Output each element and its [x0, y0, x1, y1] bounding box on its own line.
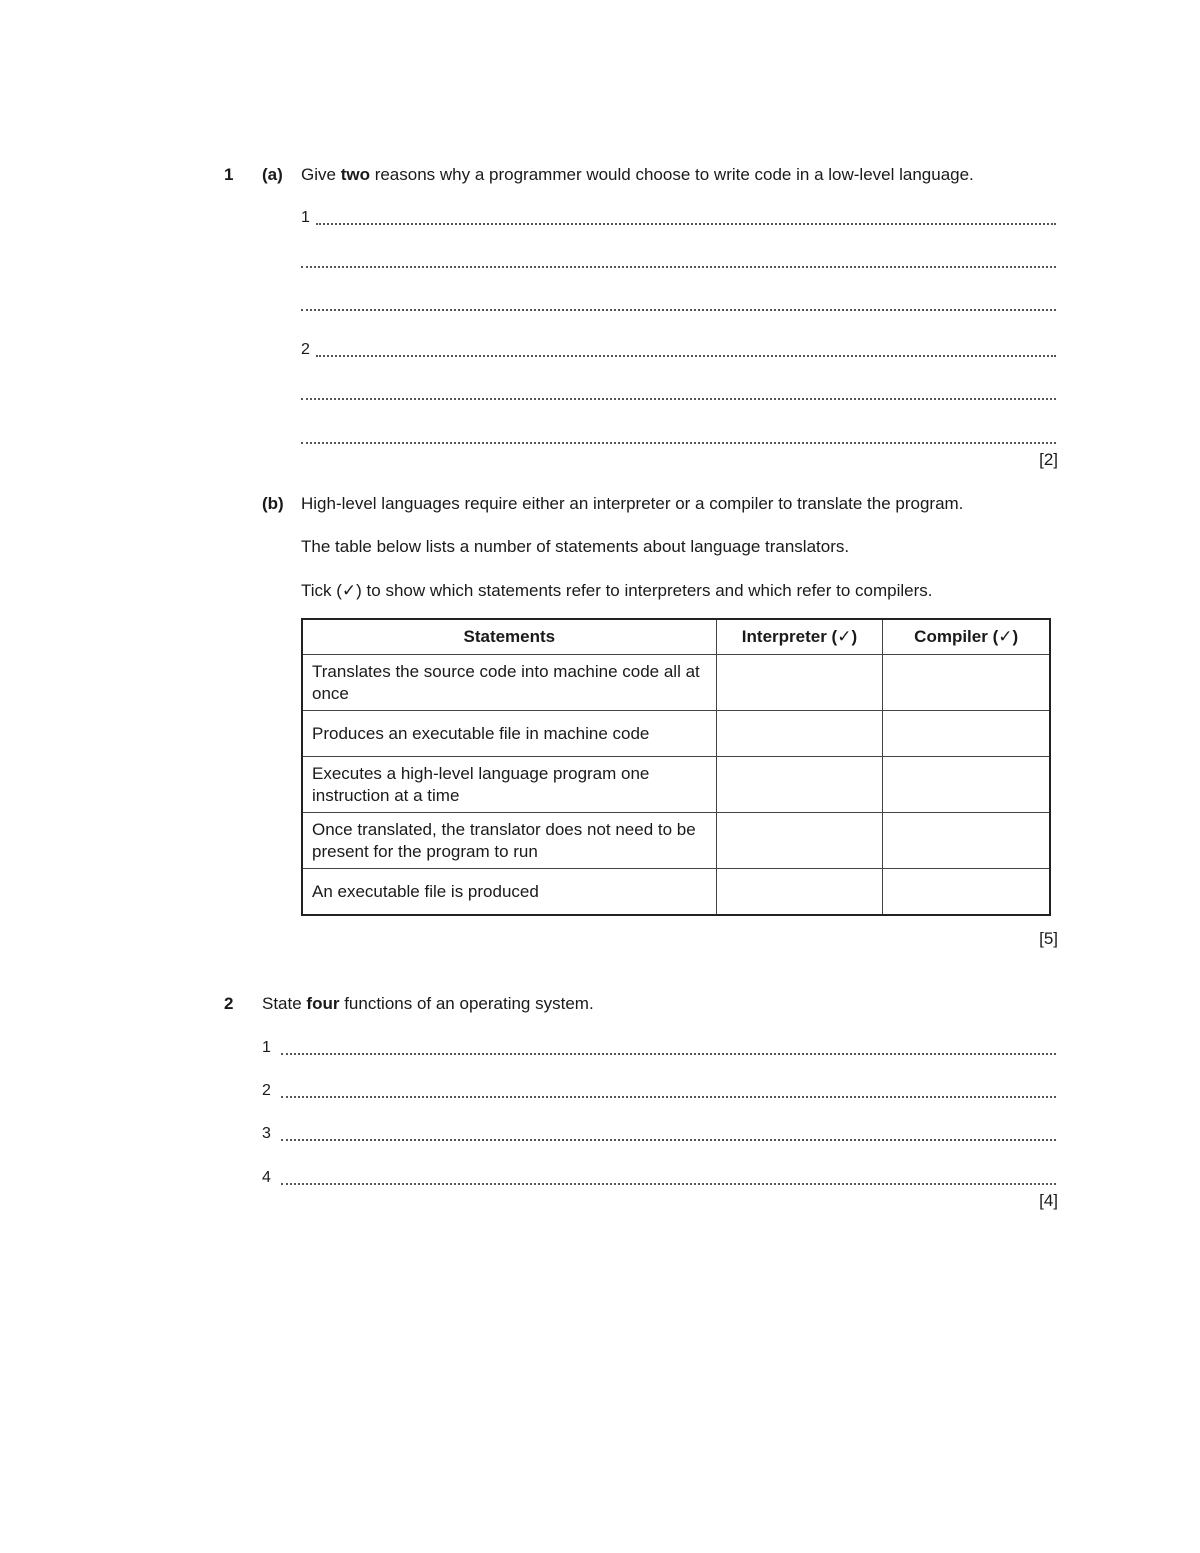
- compiler-tick-cell[interactable]: [883, 757, 1050, 813]
- table-row: [302, 655, 1050, 711]
- answer-label: 2: [262, 1082, 271, 1099]
- question-1b-intro: High-level languages require either an interpreter or a compiler to translate the program.: [301, 494, 964, 513]
- statement-cell: Executes a high-level language program one instruction at a time: [302, 757, 716, 813]
- prompt-emphasis: four: [306, 994, 340, 1013]
- question-1b-label: (b): [262, 494, 284, 513]
- answer-line[interactable]: [281, 1139, 1056, 1141]
- answer-label: 4: [262, 1169, 271, 1186]
- interpreter-tick-cell[interactable]: [716, 711, 883, 757]
- table-row: [302, 757, 1050, 813]
- interpreter-tick-cell[interactable]: [716, 813, 883, 869]
- marks-allocation: [4]: [1039, 1191, 1058, 1210]
- answer-line[interactable]: [281, 1096, 1056, 1098]
- question-1a-prompt: [301, 165, 974, 185]
- prompt-text: functions of an operating system.: [339, 994, 594, 1013]
- question-2-prompt: [262, 994, 594, 1014]
- question-1b-instruction: Tick (✓) to show which statements refer to interpreters and which refer to compilers.: [301, 581, 933, 600]
- answer-line[interactable]: [301, 398, 1056, 400]
- question-1b-info: The table below lists a number of statements about language translators.: [301, 537, 850, 556]
- table-row: [302, 711, 1050, 757]
- answer-line[interactable]: [301, 266, 1056, 268]
- marks-allocation: [5]: [1039, 929, 1058, 948]
- compiler-tick-cell[interactable]: [883, 869, 1050, 916]
- prompt-text: State: [262, 994, 307, 1013]
- answer-label: 3: [262, 1125, 271, 1142]
- answer-line[interactable]: [301, 442, 1056, 444]
- answer-line[interactable]: [281, 1183, 1056, 1185]
- interpreter-tick-cell[interactable]: [716, 655, 883, 711]
- prompt-emphasis: two: [340, 165, 370, 184]
- answer-line[interactable]: [316, 223, 1056, 225]
- column-header-interpreter: Interpreter (✓): [716, 619, 883, 655]
- answer-label: 2: [301, 341, 310, 358]
- translator-table: [301, 618, 1051, 916]
- answer-line[interactable]: [301, 309, 1056, 311]
- statement-cell: Produces an executable file in machine code: [302, 711, 716, 757]
- table-row: [302, 869, 1050, 916]
- statement-cell: An executable file is produced: [302, 869, 716, 916]
- question-1-number: 1: [224, 165, 234, 184]
- table-row: [302, 813, 1050, 869]
- statement-cell: Translates the source code into machine code all at once: [302, 655, 716, 711]
- question-2-number: 2: [224, 994, 234, 1013]
- answer-label: 1: [301, 209, 310, 226]
- prompt-text: Give: [301, 165, 341, 184]
- answer-line[interactable]: [281, 1053, 1056, 1055]
- prompt-text: reasons why a programmer would choose to write code in a low-level language.: [369, 165, 974, 184]
- interpreter-tick-cell[interactable]: [716, 869, 883, 916]
- compiler-tick-cell[interactable]: [883, 655, 1050, 711]
- answer-label: 1: [262, 1039, 271, 1056]
- answer-line[interactable]: [316, 355, 1056, 357]
- compiler-tick-cell[interactable]: [883, 813, 1050, 869]
- column-header-compiler: Compiler (✓): [883, 619, 1050, 655]
- statement-cell: Once translated, the translator does not need to be present for the program to run: [302, 813, 716, 869]
- column-header-statements: Statements: [302, 619, 716, 655]
- marks-allocation: [2]: [1039, 450, 1058, 469]
- interpreter-tick-cell[interactable]: [716, 757, 883, 813]
- compiler-tick-cell[interactable]: [883, 711, 1050, 757]
- question-1a-label: (a): [262, 165, 283, 184]
